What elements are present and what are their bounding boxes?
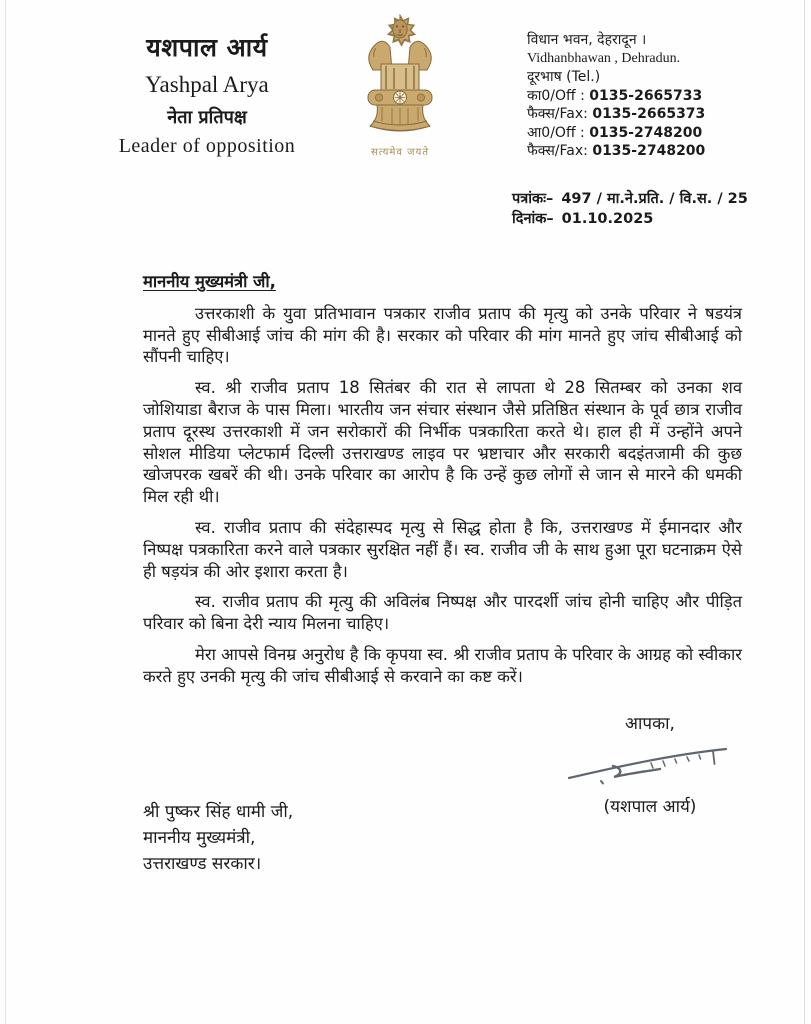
letterhead-contact	[527, 31, 705, 161]
salutation: माननीय मुख्यमंत्री जी,	[143, 272, 276, 291]
addressee-block	[143, 799, 293, 877]
letterhead-sender	[88, 30, 326, 158]
paper-left-edge	[5, 0, 6, 1024]
national-emblem	[349, 14, 451, 158]
emblem-motto: सत्यमेव जयते	[370, 147, 430, 158]
letter-date-label: दिनांक–	[512, 211, 554, 227]
letter-number-label: पत्रांकः–	[512, 191, 554, 207]
contact-fax-2: फैक्स/Fax: 0135-2748200	[527, 143, 706, 159]
paper-right-edge	[804, 0, 805, 1024]
paragraph-3: स्व. राजीव प्रताप की संदेहास्पद मृत्यु से सिद्ध होता है कि, उत्तराखण्ड में ईमानदार और निष्पक्ष पत्रकारिता करने वाले पत्रकार सुरक्षित नहीं हैं। स्व. राजीव जी के साथ हुआ पूरा घटनाक्रम ऐसे ही षड़यंत्र की ओर इशारा करता है।	[143, 517, 742, 581]
sender-title-hindi: नेता प्रतिपक्ष	[167, 107, 247, 128]
contact-address-english: Vidhanbhawan , Dehradun.	[527, 50, 681, 66]
sender-name-english: Yashpal Arya	[145, 72, 269, 97]
letter-body	[143, 271, 742, 697]
contact-office-phone-2: आ0/Off : 0135-2748200	[527, 124, 703, 141]
addressee-government: उत्तराखण्ड सरकार।	[143, 854, 262, 874]
letter-date-line	[512, 209, 748, 229]
paragraph-1: उत्तरकाशी के युवा प्रतिभावान पत्रकार राजीव प्रताप की मृत्यु को उनके परिवार ने षडयंत्र मानते हुए सीबीआई जांच की मांग की है। सरकार को परिवार की मांग मानते हुए जांच सीबीआई को सौंपनी चाहिए।	[143, 303, 742, 367]
addressee-designation: माननीय मुख्यमंत्री,	[143, 828, 256, 848]
ashoka-lion-capital-icon	[352, 123, 448, 142]
contact-address-hindi: विधान भवन, देहरादून ।	[527, 32, 647, 48]
paragraph-5: मेरा आपसे विनम्र अनुरोध है कि कृपया स्व. श्री राजीव प्रताप के परिवार के आग्रह को स्वीकार करते हुए उनकी मृत्यु की जांच सीबीआई से करवाने का कष्ट करें।	[143, 644, 742, 686]
letter-date-value: 01.10.2025	[561, 211, 654, 227]
addressee-name: श्री पुष्कर सिंह धामी जी,	[143, 802, 294, 822]
sender-name-hindi: यशपाल आर्य	[146, 33, 268, 62]
sender-title-english: Leader of opposition	[118, 135, 296, 157]
letter-number-line	[512, 189, 748, 209]
contact-fax-1: फैक्स/Fax: 0135-2665373	[527, 106, 706, 122]
handwritten-signature	[556, 742, 744, 794]
letter-reference	[512, 189, 748, 229]
closing-block	[556, 711, 744, 817]
contact-office-phone-1: का0/Off : 0135-2665733	[527, 87, 703, 104]
paragraph-2: स्व. श्री राजीव प्रताप 18 सितंबर की रात से लापता थे 28 सितम्बर को उनका शव जोशियाडा बैराज के पास मिला। भारतीय जन संचार संस्थान जैसे प्रतिष्ठित संस्थान के पूर्व छात्र राजीव प्रताप दूरस्थ उत्तरकाशी में जन सरोकारों की निर्भीक पत्रकारिता करते थे। हाल ही में उन्होंने अपने सोशल मीडिया प्लेटफार्म दिल्ली उत्तराखण्ड लाइव पर भ्रष्टाचार और सरकारी बदइंतजामी की कुछ खोजपरक खबरें की थी। उनके परिवार का आरोप है कि उन्हें कुछ लोगों से जान से मारने की धमकी मिल रही थी।	[143, 378, 742, 507]
signatory-name: (यशपाल आर्य)	[603, 797, 697, 817]
paragraph-4: स्व. राजीव प्रताप की मृत्यु की अविलंब निष्पक्ष और पारदर्शी जांच होनी चाहिए और पीड़ित परिवार को बिना देरी न्याय मिलना चाहिए।	[143, 592, 742, 634]
letter-number-value: 497 / मा.ने.प्रति. / वि.स. / 25	[561, 191, 748, 207]
contact-phone-label: दूरभाष (Tel.)	[527, 69, 601, 85]
valediction: आपका,	[625, 714, 675, 734]
